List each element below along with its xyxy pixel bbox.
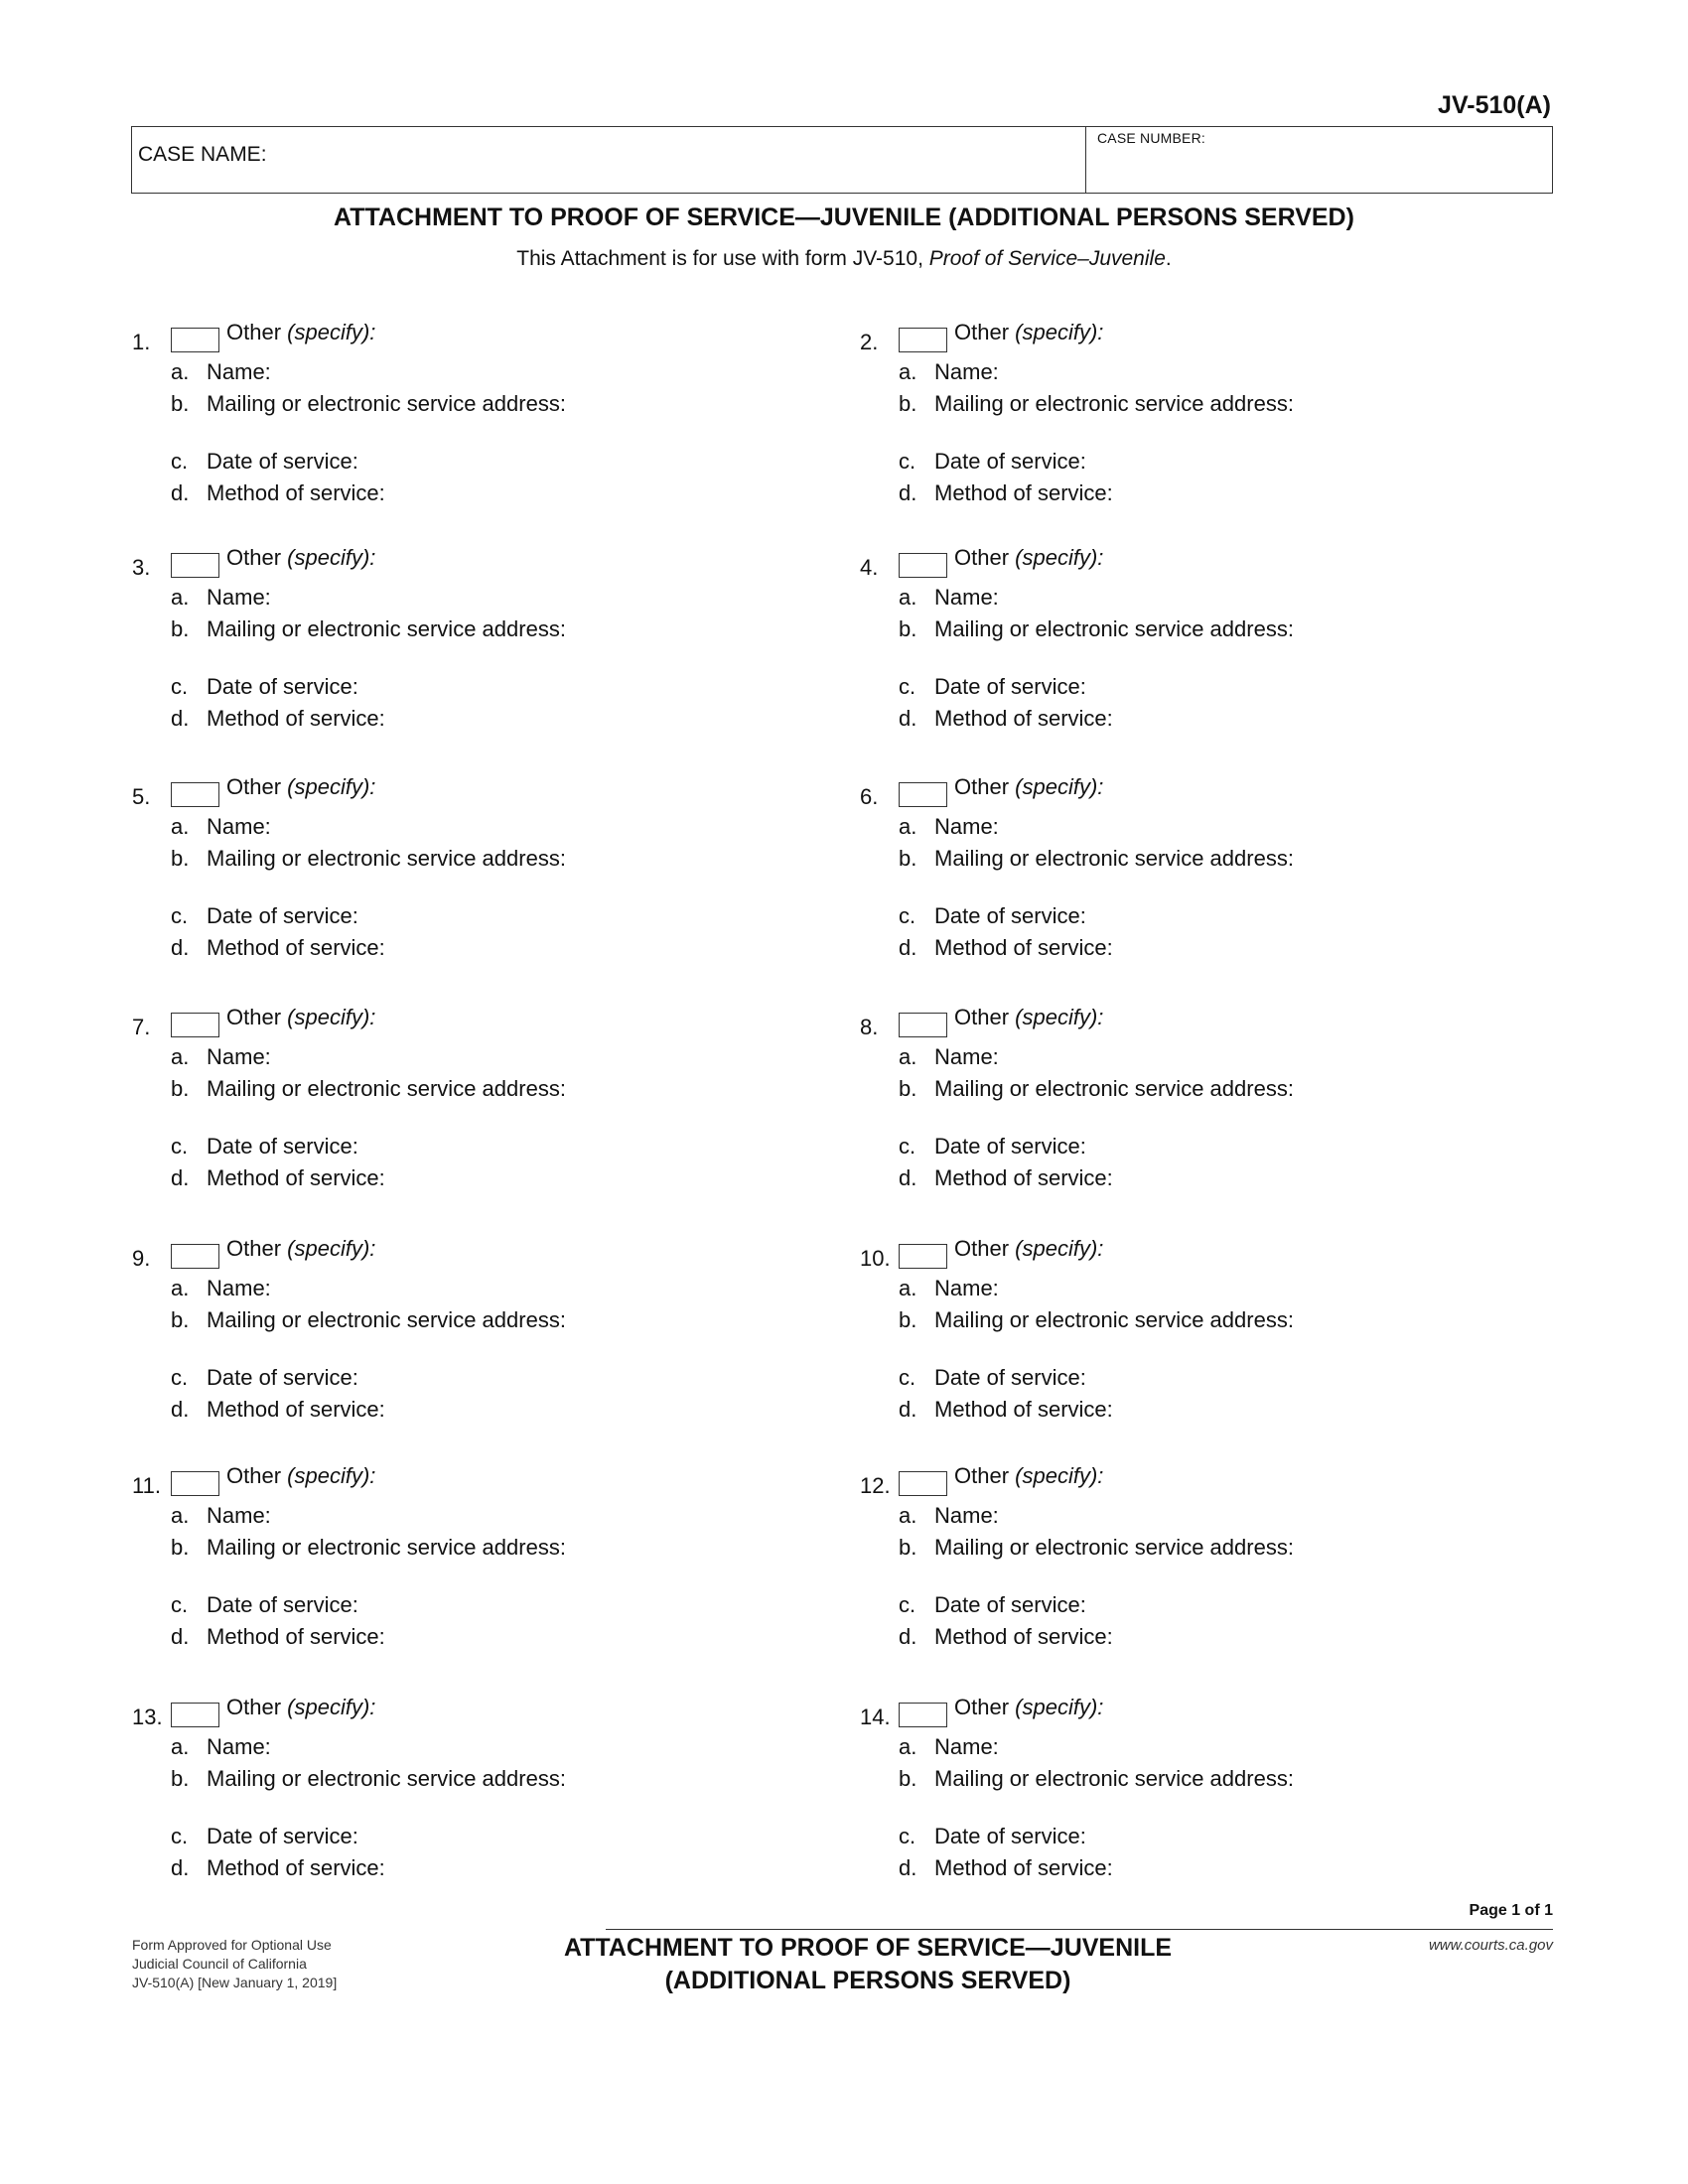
name-row[interactable]	[899, 1734, 999, 1760]
method-row[interactable]	[899, 1165, 1113, 1191]
specify-label: (specify):	[287, 1236, 376, 1261]
form-title: ATTACHMENT TO PROOF OF SERVICE—JUVENILE (ADDITIONAL PERSONS SERVED)	[334, 204, 1354, 231]
item-letter: a.	[171, 1276, 190, 1300]
item-letter: b.	[899, 846, 917, 871]
footer-council: Judicial Council of California	[132, 1956, 307, 1972]
item-letter: b.	[171, 846, 190, 871]
item-letter: a.	[171, 1044, 190, 1069]
case-caption-box	[131, 126, 1553, 194]
name-row[interactable]	[171, 1276, 271, 1301]
entry-number: 13.	[132, 1705, 163, 1729]
date-label: Date of service:	[934, 1592, 1086, 1617]
item-letter: a.	[899, 1734, 917, 1759]
name-label: Name:	[934, 1503, 999, 1528]
specify-label: (specify):	[1015, 1005, 1104, 1029]
entry-number: 11.	[132, 1473, 161, 1498]
service-entry	[860, 1463, 1555, 1662]
item-letter: d.	[171, 935, 190, 960]
service-entry	[132, 320, 827, 518]
service-entry	[860, 545, 1555, 744]
specify-label: (specify):	[1015, 545, 1104, 570]
method-label: Method of service:	[207, 480, 385, 505]
footer-form-revision: JV-510(A) [New January 1, 2019]	[132, 1975, 338, 1990]
item-letter: b.	[899, 391, 917, 416]
specify-label: (specify):	[1015, 1695, 1104, 1719]
other-specify-label	[226, 320, 375, 345]
date-row[interactable]	[899, 903, 1086, 929]
footer-title	[377, 1932, 1358, 1997]
address-label: Mailing or electronic service address:	[207, 1307, 566, 1332]
item-letter: c.	[171, 903, 189, 928]
name-label: Name:	[934, 1044, 999, 1069]
method-label: Method of service:	[207, 935, 385, 960]
date-label: Date of service:	[207, 449, 358, 474]
other-checkbox[interactable]	[171, 1471, 219, 1496]
specify-label: (specify):	[1015, 1236, 1104, 1261]
method-label: Method of service:	[207, 706, 385, 731]
entry-number: 6.	[860, 784, 879, 809]
item-letter: a.	[899, 359, 917, 384]
item-letter: c.	[171, 1592, 189, 1617]
entry-number: 4.	[860, 555, 879, 580]
item-letter: a.	[899, 814, 917, 839]
date-row[interactable]	[899, 1824, 1086, 1849]
service-entry	[132, 545, 827, 744]
specify-label: (specify):	[287, 545, 376, 570]
other-specify-label	[226, 1005, 375, 1030]
item-letter: b.	[899, 616, 917, 641]
date-row[interactable]	[899, 674, 1086, 700]
address-row[interactable]	[899, 616, 1294, 642]
name-row[interactable]	[171, 1503, 271, 1529]
other-specify-label	[954, 1695, 1103, 1720]
other-checkbox[interactable]	[899, 1013, 947, 1037]
date-label: Date of service:	[934, 903, 1086, 928]
item-letter: b.	[171, 616, 190, 641]
method-row[interactable]	[171, 1855, 385, 1881]
other-checkbox[interactable]	[899, 1703, 947, 1727]
item-letter: d.	[171, 1165, 190, 1190]
address-label: Mailing or electronic service address:	[207, 846, 566, 871]
other-specify-label	[954, 545, 1103, 571]
item-letter: a.	[171, 585, 190, 610]
date-label: Date of service:	[207, 1134, 358, 1159]
item-letter: b.	[171, 1766, 190, 1791]
address-row[interactable]	[171, 1076, 566, 1102]
method-row[interactable]	[899, 1624, 1113, 1650]
entry-number: 10.	[860, 1246, 891, 1271]
name-row[interactable]	[171, 1734, 271, 1760]
item-letter: b.	[899, 1766, 917, 1791]
name-row[interactable]	[171, 359, 271, 385]
name-row[interactable]	[899, 1276, 999, 1301]
footer-form-info	[132, 1936, 337, 1992]
item-letter: b.	[171, 1076, 190, 1101]
specify-label: (specify):	[287, 1463, 376, 1488]
name-row[interactable]	[899, 814, 999, 840]
other-checkbox[interactable]	[899, 328, 947, 352]
address-label: Mailing or electronic service address:	[934, 1535, 1294, 1560]
item-letter: a.	[899, 1503, 917, 1528]
other-label: Other	[226, 1695, 282, 1719]
address-label: Mailing or electronic service address:	[207, 616, 566, 641]
date-label: Date of service:	[207, 1592, 358, 1617]
item-letter: d.	[899, 1624, 917, 1649]
item-letter: a.	[171, 1734, 190, 1759]
address-label: Mailing or electronic service address:	[934, 616, 1294, 641]
specify-label: (specify):	[1015, 320, 1104, 344]
other-checkbox[interactable]	[171, 1703, 219, 1727]
case-number-label: CASE NUMBER:	[1097, 130, 1205, 146]
entry-number: 1.	[132, 330, 151, 354]
other-specify-label	[954, 1236, 1103, 1262]
item-letter: c.	[171, 449, 189, 474]
entry-number: 12.	[860, 1473, 891, 1498]
method-row[interactable]	[899, 480, 1113, 506]
address-label: Mailing or electronic service address:	[934, 391, 1294, 416]
date-label: Date of service:	[934, 449, 1086, 474]
method-row[interactable]	[899, 1855, 1113, 1881]
service-entry	[132, 1695, 827, 1893]
date-row[interactable]	[171, 674, 358, 700]
date-row[interactable]	[171, 1134, 358, 1160]
entry-number: 9.	[132, 1246, 151, 1271]
specify-label: (specify):	[287, 774, 376, 799]
date-row[interactable]	[171, 1365, 358, 1391]
other-specify-label	[954, 320, 1103, 345]
address-row[interactable]	[171, 1307, 566, 1333]
method-label: Method of service:	[934, 935, 1113, 960]
other-label: Other	[226, 545, 282, 570]
other-checkbox[interactable]	[899, 1244, 947, 1269]
footer-approved: Form Approved for Optional Use	[132, 1937, 332, 1953]
specify-label: (specify):	[287, 1695, 376, 1719]
address-row[interactable]	[899, 1766, 1294, 1792]
other-checkbox[interactable]	[171, 328, 219, 352]
name-label: Name:	[207, 1044, 271, 1069]
date-label: Date of service:	[207, 1365, 358, 1390]
other-label: Other	[954, 1005, 1010, 1029]
address-row[interactable]	[171, 846, 566, 872]
date-label: Date of service:	[207, 674, 358, 699]
page-number: Page 1 of 1	[1469, 1902, 1553, 1919]
service-entry	[132, 1463, 827, 1662]
date-row[interactable]	[171, 1592, 358, 1618]
item-letter: c.	[899, 674, 916, 699]
item-letter: a.	[171, 359, 190, 384]
form-subtitle	[0, 247, 1688, 271]
service-entry	[132, 1236, 827, 1434]
other-checkbox[interactable]	[171, 553, 219, 578]
method-row[interactable]	[171, 480, 385, 506]
address-label: Mailing or electronic service address:	[934, 1076, 1294, 1101]
specify-label: (specify):	[1015, 774, 1104, 799]
item-letter: d.	[899, 480, 917, 505]
service-entry	[132, 1005, 827, 1203]
footer-divider	[606, 1929, 1553, 1930]
name-label: Name:	[207, 1276, 271, 1300]
other-label: Other	[954, 320, 1010, 344]
item-letter: d.	[171, 1397, 190, 1422]
name-label: Name:	[934, 585, 999, 610]
entry-number: 5.	[132, 784, 151, 809]
date-row[interactable]	[171, 449, 358, 475]
method-row[interactable]	[171, 1397, 385, 1423]
item-letter: c.	[899, 903, 916, 928]
method-label: Method of service:	[207, 1624, 385, 1649]
method-label: Method of service:	[934, 1624, 1113, 1649]
other-label: Other	[954, 1463, 1010, 1488]
case-name-field[interactable]	[132, 127, 1086, 193]
item-letter: d.	[171, 480, 190, 505]
item-letter: c.	[171, 1134, 189, 1159]
other-specify-label	[954, 1463, 1103, 1489]
name-row[interactable]	[899, 585, 999, 611]
date-label: Date of service:	[934, 1134, 1086, 1159]
item-letter: c.	[171, 1365, 189, 1390]
other-specify-label	[226, 545, 375, 571]
entry-number: 3.	[132, 555, 151, 580]
date-row[interactable]	[171, 903, 358, 929]
footer-url[interactable]: www.courts.ca.gov	[1428, 1937, 1553, 1954]
date-label: Date of service:	[934, 674, 1086, 699]
method-row[interactable]	[171, 706, 385, 732]
method-row[interactable]	[899, 706, 1113, 732]
other-label: Other	[954, 774, 1010, 799]
name-label: Name:	[934, 1734, 999, 1759]
service-entry	[860, 320, 1555, 518]
item-letter: c.	[899, 1365, 916, 1390]
other-checkbox[interactable]	[171, 782, 219, 807]
service-entry	[860, 1236, 1555, 1434]
entry-number: 8.	[860, 1015, 879, 1039]
item-letter: c.	[899, 1824, 916, 1848]
other-label: Other	[226, 774, 282, 799]
method-label: Method of service:	[934, 1855, 1113, 1880]
name-label: Name:	[934, 1276, 999, 1300]
address-label: Mailing or electronic service address:	[934, 846, 1294, 871]
entry-number: 2.	[860, 330, 879, 354]
date-row[interactable]	[899, 449, 1086, 475]
other-label: Other	[226, 1005, 282, 1029]
other-checkbox[interactable]	[899, 782, 947, 807]
other-label: Other	[954, 545, 1010, 570]
item-letter: c.	[171, 1824, 189, 1848]
date-label: Date of service:	[934, 1365, 1086, 1390]
subtitle-suffix: .	[1165, 247, 1172, 270]
other-checkbox[interactable]	[171, 1013, 219, 1037]
method-row[interactable]	[899, 1397, 1113, 1423]
subtitle-prefix: This Attachment is for use with form JV-510,	[516, 247, 929, 270]
item-letter: c.	[899, 1134, 916, 1159]
other-checkbox[interactable]	[899, 553, 947, 578]
item-letter: b.	[171, 1307, 190, 1332]
other-label: Other	[954, 1695, 1010, 1719]
name-row[interactable]	[899, 1044, 999, 1070]
name-label: Name:	[207, 585, 271, 610]
form-id: JV-510(A)	[1438, 91, 1551, 119]
date-label: Date of service:	[207, 1824, 358, 1848]
method-row[interactable]	[171, 1624, 385, 1650]
method-label: Method of service:	[207, 1397, 385, 1422]
address-label: Mailing or electronic service address:	[934, 1766, 1294, 1791]
date-label: Date of service:	[207, 903, 358, 928]
address-row[interactable]	[899, 1535, 1294, 1561]
date-label: Date of service:	[934, 1824, 1086, 1848]
date-row[interactable]	[171, 1824, 358, 1849]
item-letter: b.	[899, 1307, 917, 1332]
address-row[interactable]	[171, 391, 566, 417]
specify-label: (specify):	[287, 1005, 376, 1029]
address-label: Mailing or electronic service address:	[207, 1766, 566, 1791]
method-label: Method of service:	[934, 480, 1113, 505]
item-letter: b.	[899, 1076, 917, 1101]
other-specify-label	[954, 1005, 1103, 1030]
item-letter: a.	[171, 814, 190, 839]
specify-label: (specify):	[287, 320, 376, 344]
name-label: Name:	[207, 1734, 271, 1759]
other-label: Other	[954, 1236, 1010, 1261]
name-label: Name:	[207, 814, 271, 839]
service-entry	[860, 1695, 1555, 1893]
item-letter: c.	[899, 1592, 916, 1617]
item-letter: d.	[899, 1855, 917, 1880]
service-entry	[132, 774, 827, 973]
service-entry	[860, 1005, 1555, 1203]
address-row[interactable]	[899, 846, 1294, 872]
item-letter: b.	[171, 391, 190, 416]
name-row[interactable]	[171, 585, 271, 611]
footer-title-line2: (ADDITIONAL PERSONS SERVED)	[664, 1967, 1071, 1994]
specify-label: (specify):	[1015, 1463, 1104, 1488]
footer-title-line1: ATTACHMENT TO PROOF OF SERVICE—JUVENILE	[563, 1934, 1173, 1962]
name-label: Name:	[207, 1503, 271, 1528]
other-specify-label	[226, 774, 375, 800]
other-checkbox[interactable]	[899, 1471, 947, 1496]
name-label: Name:	[934, 814, 999, 839]
service-entry	[860, 774, 1555, 973]
entry-number: 14.	[860, 1705, 891, 1729]
address-row[interactable]	[899, 1307, 1294, 1333]
other-label: Other	[226, 1236, 282, 1261]
method-label: Method of service:	[207, 1165, 385, 1190]
method-label: Method of service:	[207, 1855, 385, 1880]
item-letter: d.	[171, 706, 190, 731]
name-label: Name:	[207, 359, 271, 384]
name-row[interactable]	[171, 814, 271, 840]
name-row[interactable]	[899, 1503, 999, 1529]
other-specify-label	[226, 1695, 375, 1720]
date-row[interactable]	[899, 1592, 1086, 1618]
item-letter: a.	[899, 585, 917, 610]
date-row[interactable]	[899, 1365, 1086, 1391]
date-row[interactable]	[899, 1134, 1086, 1160]
name-label: Name:	[934, 359, 999, 384]
method-row[interactable]	[171, 1165, 385, 1191]
other-label: Other	[226, 1463, 282, 1488]
item-letter: a.	[899, 1044, 917, 1069]
address-row[interactable]	[899, 1076, 1294, 1102]
item-letter: d.	[171, 1624, 190, 1649]
method-label: Method of service:	[934, 1165, 1113, 1190]
entry-number: 7.	[132, 1015, 151, 1039]
item-letter: b.	[171, 1535, 190, 1560]
other-specify-label	[226, 1463, 375, 1489]
item-letter: d.	[899, 706, 917, 731]
address-row[interactable]	[171, 1766, 566, 1792]
method-row[interactable]	[899, 935, 1113, 961]
item-letter: b.	[899, 1535, 917, 1560]
item-letter: d.	[899, 935, 917, 960]
address-row[interactable]	[171, 1535, 566, 1561]
address-label: Mailing or electronic service address:	[207, 1535, 566, 1560]
item-letter: d.	[899, 1165, 917, 1190]
item-letter: a.	[171, 1503, 190, 1528]
item-letter: c.	[171, 674, 189, 699]
item-letter: a.	[899, 1276, 917, 1300]
subtitle-form-name: Proof of Service–Juvenile	[928, 247, 1166, 270]
item-letter: d.	[171, 1855, 190, 1880]
item-letter: c.	[899, 449, 916, 474]
method-label: Method of service:	[934, 706, 1113, 731]
other-specify-label	[226, 1236, 375, 1262]
address-label: Mailing or electronic service address:	[207, 391, 566, 416]
name-row[interactable]	[171, 1044, 271, 1070]
name-row[interactable]	[899, 359, 999, 385]
item-letter: d.	[899, 1397, 917, 1422]
address-row[interactable]	[171, 616, 566, 642]
case-name-label: CASE NAME:	[138, 143, 267, 166]
other-checkbox[interactable]	[171, 1244, 219, 1269]
method-row[interactable]	[171, 935, 385, 961]
other-label: Other	[226, 320, 282, 344]
other-specify-label	[954, 774, 1103, 800]
address-row[interactable]	[899, 391, 1294, 417]
address-label: Mailing or electronic service address:	[207, 1076, 566, 1101]
address-label: Mailing or electronic service address:	[934, 1307, 1294, 1332]
method-label: Method of service:	[934, 1397, 1113, 1422]
